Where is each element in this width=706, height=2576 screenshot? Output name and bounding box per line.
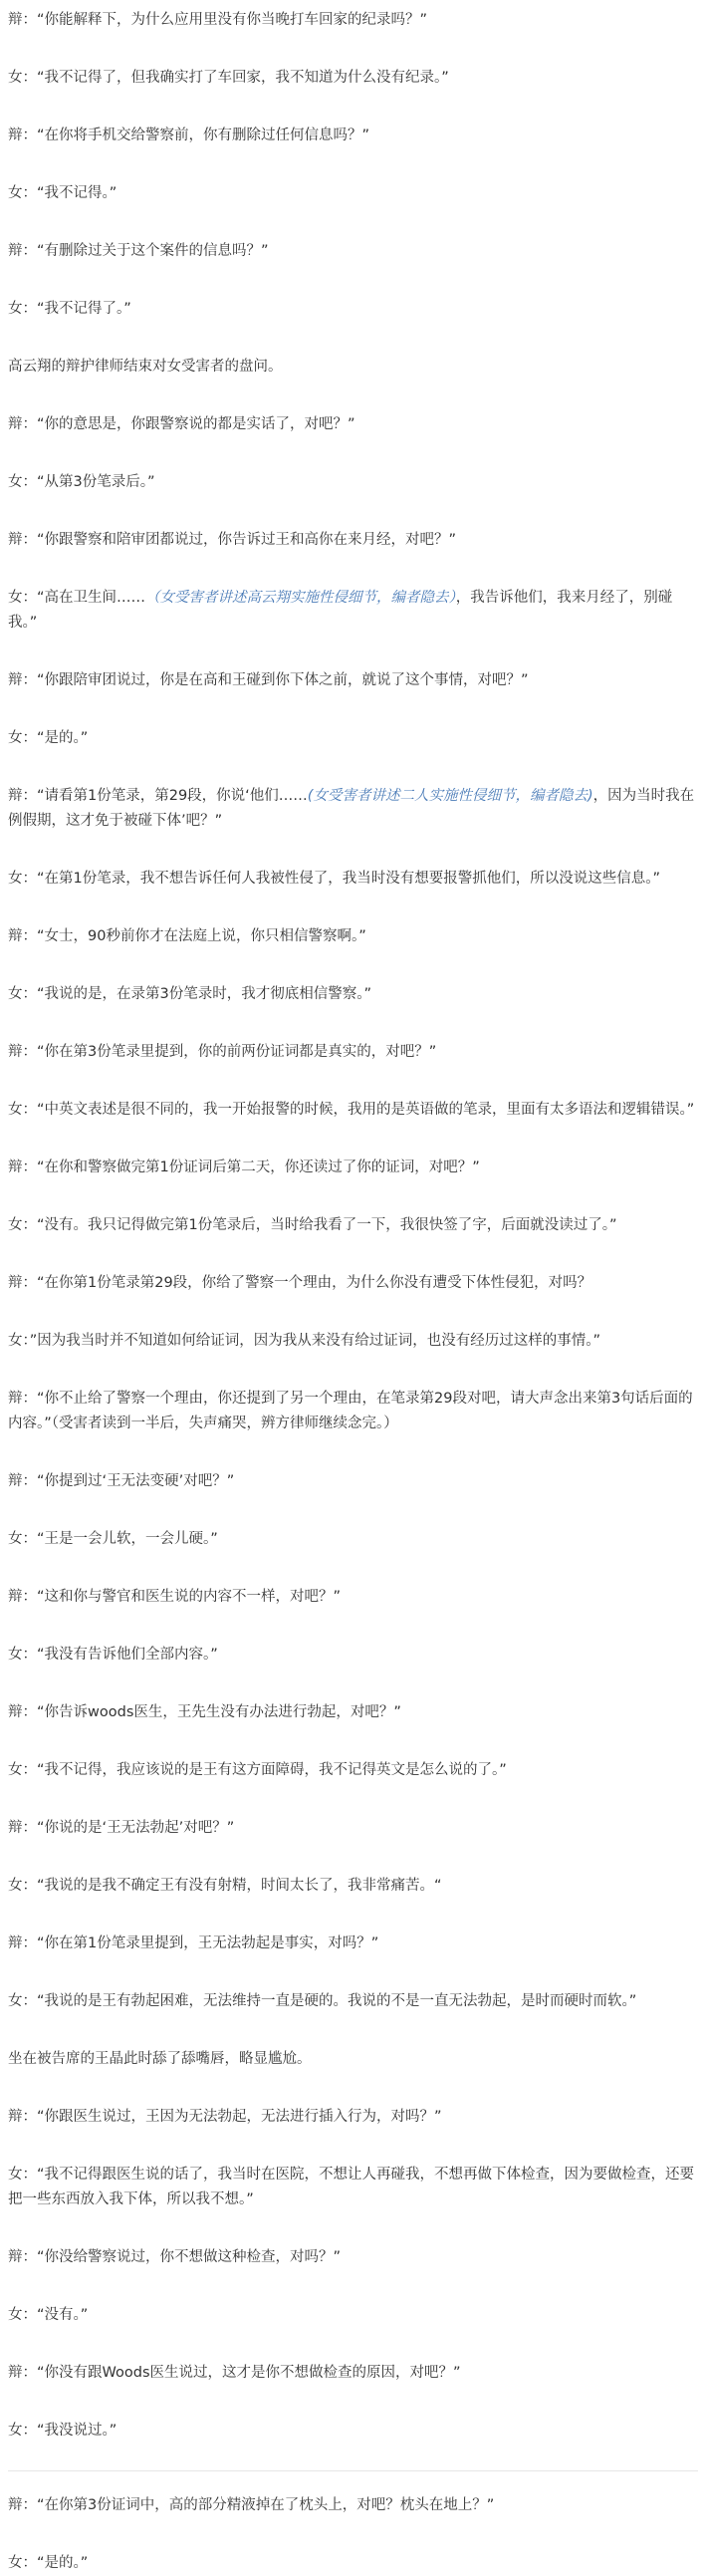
transcript-paragraph: 女：“我不记得，我应该说的是王有这方面障碍，我不记得英文是怎么说的了。” <box>8 1762 507 1778</box>
transcript-paragraph: 女：“是的。” <box>8 2555 89 2571</box>
transcript-paragraph: 女：”因为我当时并不知道如何给证词，因为我从来没有给过证词，也没有经历过这样的事情。” <box>8 1333 601 1349</box>
transcript-paragraph: 辩：“有删除过关于这个案件的信息吗？” <box>8 243 269 259</box>
transcript-paragraph: 辩：“在你第3份证词中，高的部分精液掉在了枕头上，对吧？枕头在地上？” <box>8 2497 495 2513</box>
transcript-paragraph: 辩：“你跟医生说过，王因为无法勃起，无法进行插入行为，对吗？” <box>8 2109 442 2125</box>
transcript-paragraph: 辩：“你告诉woods医生，王先生没有办法进行勃起，对吧？” <box>8 1704 401 1720</box>
transcript-paragraph: 女：“我没说过。” <box>8 2423 118 2439</box>
transcript-paragraph: 女：“我说的是，在录第3份笔录时，我才彻底相信警察。” <box>8 986 371 1002</box>
transcript-paragraph: 辩：“在你第1份笔录第29段，你给了警察一个理由，为什么你没有遭受下体性侵犯，对吗？ <box>8 1275 592 1291</box>
transcript-paragraph: 女：“中英文表述是很不同的，我一开始报警的时候，我用的是英语做的笔录，里面有太多语法和逻辑错误。” <box>8 1102 695 1118</box>
transcript-paragraph: 辩：“你不止给了警察一个理由，你还提到了另一个理由，在笔录第29段对吧，请大声念出来第3句话后面的内容。”（受害者读到一半后，失声痛哭，辨方律师继续念完。） <box>8 1391 693 1431</box>
transcript-paragraph: 辩：“你提到过‘王无法变硬’对吧？” <box>8 1473 235 1489</box>
transcript-paragraph: 坐在被告席的王晶此时舔了舔嘴唇，略显尴尬。 <box>8 2051 312 2067</box>
transcript-paragraph: 女：“我说的是我不确定王有没有射精，时间太长了，我非常痛苦。“ <box>8 1878 442 1894</box>
transcript-paragraph: 女：“没有。” <box>8 2307 89 2323</box>
transcript-paragraph: 辩：“在你将手机交给警察前，你有删除过任何信息吗？” <box>8 128 370 143</box>
transcript-paragraph: 辩：“女士，90秒前你才在法庭上说，你只相信警察啊。” <box>8 928 366 944</box>
transcript-paragraph: 辩：“你没有跟Woods医生说过，这才是你不想做检查的原因，对吧？” <box>8 2365 461 2381</box>
transcript-paragraph: 女：“我不记得。” <box>8 185 118 201</box>
transcript-text: 辩：“请看第1份笔录，第29段，你说‘他们…… <box>8 788 308 804</box>
transcript-paragraph: 女：“我不记得了，但我确实打了车回家，我不知道为什么没有纪录。” <box>8 70 449 86</box>
transcript-paragraph: 辩：“你在第3份笔录里提到，你的前两份证词都是真实的，对吧？” <box>8 1044 437 1060</box>
transcript-paragraph: 辩：“你能解释下，为什么应用里没有你当晚打车回家的纪录吗？” <box>8 12 428 28</box>
transcript-paragraph: 辩：“你在第1份笔录里提到，王无法勃起是事实，对吗？” <box>8 1935 379 1951</box>
transcript-paragraph: 辩：“你的意思是，你跟警察说的都是实话了，对吧？” <box>8 416 355 432</box>
transcript-paragraph: 女：“我没有告诉他们全部内容。” <box>8 1647 218 1663</box>
editor-note: （女受害者讲述高云翔实施性侵细节，编者隐去） <box>145 590 456 606</box>
transcript-paragraph: 女：“我说的是王有勃起困难，无法维持一直是硬的。我说的不是一直无法勃起，是时而硬时而软。” <box>8 1993 637 2009</box>
transcript-paragraph: 女：“我不记得跟医生说的话了，我当时在医院，不想让人再碰我，不想再做下体检查，因为要做检查，还要把一些东西放入我下体，所以我不想。” <box>8 2167 695 2207</box>
transcript-paragraph: 辩：“这和你与警官和医生说的内容不一样，对吧？” <box>8 1589 342 1605</box>
transcript-paragraph: 辩：“你跟警察和陪审团都说过，你告诉过王和高你在来月经，对吧？” <box>8 532 457 548</box>
transcript-paragraph: 女：“没有。我只记得做完第1份笔录后，当时给我看了一下，我很快签了字，后面就没读过了。” <box>8 1217 617 1233</box>
transcript-paragraph: 女：“在第1份笔录，我不想告诉任何人我被性侵了，我当时没有想要报警抓他们，所以没说这些信息。” <box>8 871 660 887</box>
transcript-paragraph <box>8 586 698 636</box>
transcript-paragraph <box>8 784 698 834</box>
transcript-paragraph: 辩：“你没给警察说过，你不想做这种检查，对吗？” <box>8 2249 342 2265</box>
transcript-paragraph: 辩：“你跟陪审团说过，你是在高和王碰到你下体之前，就说了这个事情，对吧？” <box>8 672 529 688</box>
transcript-paragraph: 辩：“你说的是‘王无法勃起’对吧？” <box>8 1820 235 1836</box>
editor-note: (女受害者讲述二人实施性侵细节，编者隐去) <box>307 788 593 804</box>
transcript-text: 女：“高在卫生间…… <box>8 590 146 606</box>
transcript-text: ，因为当时我在例假期，这才免于被碰下体’吧？” <box>8 788 695 829</box>
transcript-paragraph: 辩：“在你和警察做完第1份证词后第二天，你还读过了你的证词，对吧？” <box>8 1159 480 1175</box>
transcript-paragraph: 高云翔的辩护律师结束对女受害者的盘问。 <box>8 359 283 375</box>
transcript-paragraph: 女：“是的。” <box>8 730 89 746</box>
transcript-paragraph: 女：“我不记得了。” <box>8 301 131 317</box>
transcript-paragraph: 女：“从第3份笔录后。” <box>8 474 155 490</box>
section-divider <box>8 2470 698 2471</box>
transcript-text: ，我告诉他们，我来月经了，别碰我。” <box>8 590 673 631</box>
transcript-paragraph: 女：“王是一会儿软，一会儿硬。” <box>8 1531 218 1547</box>
